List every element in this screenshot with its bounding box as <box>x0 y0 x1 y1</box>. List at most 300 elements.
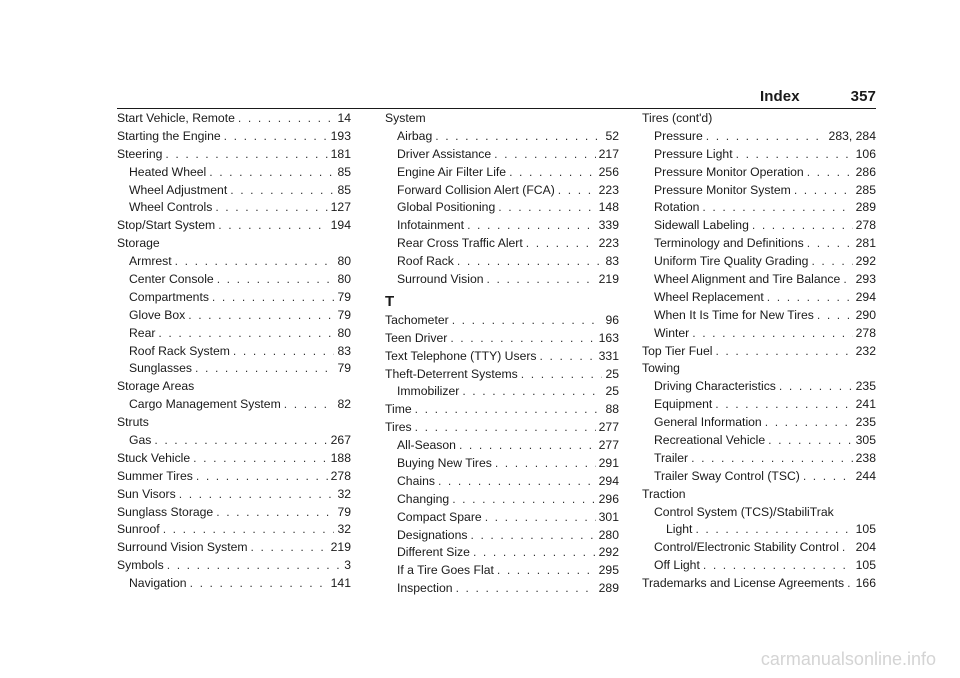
entry-page-number: 79 <box>337 504 351 519</box>
entry-page-number: 223 <box>598 236 619 251</box>
index-entry <box>117 217 351 235</box>
index-entry <box>642 414 876 432</box>
dot-leader <box>521 366 603 384</box>
entry-label: Tires (cont'd) <box>642 111 713 125</box>
dot-leader <box>779 378 853 396</box>
index-entry <box>117 146 351 164</box>
page-header <box>760 86 876 106</box>
entry-page-number: 25 <box>605 384 619 399</box>
index-entry <box>642 343 876 361</box>
entry-page-number: 331 <box>598 348 619 363</box>
dot-leader <box>807 164 853 182</box>
dot-leader <box>415 401 603 419</box>
dot-leader <box>485 509 596 527</box>
dot-leader <box>706 128 826 146</box>
entry-label: Chains <box>397 473 435 488</box>
entry-label: Heated Wheel <box>129 164 207 179</box>
index-group-heading <box>642 110 876 128</box>
entry-page-number: 79 <box>337 361 351 376</box>
dot-leader <box>196 468 328 486</box>
entry-page-number: 301 <box>598 509 619 524</box>
entry-page-number: 292 <box>855 254 876 269</box>
index-entry <box>385 146 619 164</box>
entry-page-number: 256 <box>598 164 619 179</box>
entry-label: Off Light <box>654 558 700 573</box>
index-entry <box>385 437 619 455</box>
entry-page-number: 188 <box>330 450 351 465</box>
entry-page-number: 82 <box>337 397 351 412</box>
index-entry <box>385 509 619 527</box>
index-entry <box>385 473 619 491</box>
entry-label: Global Positioning <box>397 200 496 215</box>
entry-page-number: 83 <box>337 343 351 358</box>
index-entry <box>642 253 876 271</box>
entry-page-number: 219 <box>598 272 619 287</box>
entry-label: When It Is Time for New Tires <box>654 307 814 322</box>
entry-label: Engine Air Filter Life <box>397 164 507 179</box>
entry-label: Forward Collision Alert (FCA) <box>397 182 555 197</box>
dot-leader <box>167 557 341 575</box>
index-entry <box>117 343 351 361</box>
index-entry <box>642 199 876 217</box>
entry-page-number: 286 <box>855 164 876 179</box>
entry-label: Recreational Vehicle <box>654 433 766 448</box>
entry-page-number: 194 <box>330 218 351 233</box>
entry-page-number: 127 <box>330 200 351 215</box>
entry-page-number: 244 <box>855 468 876 483</box>
entry-page-number: 106 <box>855 146 876 161</box>
entry-page-number: 285 <box>855 182 876 197</box>
entry-page-number: 166 <box>855 576 876 591</box>
entry-label: Gas <box>129 433 152 448</box>
index-entry <box>117 486 351 504</box>
entry-label: Armrest <box>129 254 172 269</box>
index-entry <box>385 271 619 289</box>
entry-page-number: 80 <box>337 325 351 340</box>
index-column-1 <box>117 110 351 593</box>
entry-label: Rear Cross Traffic Alert <box>397 236 523 251</box>
entry-label: Time <box>385 402 412 417</box>
entry-label: Winter <box>654 325 690 340</box>
entry-label: Teen Driver <box>385 330 448 345</box>
entry-page-number: 278 <box>855 325 876 340</box>
entry-page-number: 278 <box>855 218 876 233</box>
entry-page-number: 32 <box>337 522 351 537</box>
entry-label: Airbag <box>397 128 433 143</box>
dot-leader <box>695 521 852 539</box>
index-group-heading <box>642 486 876 504</box>
entry-label: Wheel Controls <box>129 200 213 215</box>
dot-leader <box>154 432 327 450</box>
dot-leader <box>452 312 603 330</box>
index-entry <box>385 348 619 366</box>
dot-leader <box>158 325 334 343</box>
entry-label: Summer Tires <box>117 468 193 483</box>
index-entry <box>385 562 619 580</box>
index-entry <box>117 110 351 128</box>
entry-page-number: 217 <box>598 146 619 161</box>
entry-page-number: 278 <box>330 468 351 483</box>
entry-page-number: 223 <box>598 182 619 197</box>
index-entry <box>117 182 351 200</box>
entry-label: Text Telephone (TTY) Users <box>385 348 537 363</box>
entry-label: Wheel Alignment and Tire Balance <box>654 272 841 287</box>
entry-label: Center Console <box>129 272 214 287</box>
index-entry <box>117 396 351 414</box>
entry-label: Storage Areas <box>117 379 195 394</box>
entry-label: Starting the Engine <box>117 128 221 143</box>
index-entry <box>642 575 876 593</box>
dot-leader <box>691 450 853 468</box>
dot-leader <box>438 473 596 491</box>
dot-leader <box>163 521 335 539</box>
dot-leader <box>703 557 853 575</box>
dot-leader <box>415 419 596 437</box>
dot-leader <box>224 128 328 146</box>
entry-label: Different Size <box>397 545 470 560</box>
entry-label: Uniform Tire Quality Grading <box>654 254 809 269</box>
entry-label: Roof Rack System <box>129 343 230 358</box>
entry-page-number: 204 <box>855 540 876 555</box>
entry-label: System <box>385 111 426 125</box>
index-entry <box>385 312 619 330</box>
entry-label: Compartments <box>129 289 209 304</box>
index-entry <box>385 580 619 598</box>
dot-leader <box>692 325 852 343</box>
entry-page-number: 163 <box>598 330 619 345</box>
entry-label: All-Season <box>397 438 456 453</box>
entry-label: Driving Characteristics <box>654 379 776 394</box>
entry-page-number: 83 <box>605 254 619 269</box>
dot-leader <box>765 414 853 432</box>
entry-label: Rotation <box>654 200 700 215</box>
dot-leader <box>540 348 596 366</box>
entry-page-number: 25 <box>605 366 619 381</box>
entry-page-number: 280 <box>598 527 619 542</box>
entry-label: Trademarks and License Agreements <box>642 576 845 591</box>
dot-leader <box>188 307 334 325</box>
index-entry <box>642 325 876 343</box>
index-group-heading <box>642 360 876 378</box>
dot-leader <box>715 396 852 414</box>
index-entry <box>385 544 619 562</box>
entry-page-number: 85 <box>337 182 351 197</box>
entry-page-number: 80 <box>337 254 351 269</box>
index-entry <box>117 432 351 450</box>
entry-page-number: 241 <box>855 397 876 412</box>
dot-leader <box>218 217 327 235</box>
index-entry <box>385 235 619 253</box>
index-entry <box>642 164 876 182</box>
entry-label: Driver Assistance <box>397 146 492 161</box>
index-entry <box>117 521 351 539</box>
index-entry <box>385 383 619 401</box>
index-entry <box>642 307 876 325</box>
entry-label: Pressure Monitor Operation <box>654 164 804 179</box>
dot-leader <box>179 486 335 504</box>
entry-label: Theft-Deterrent Systems <box>385 366 518 381</box>
entry-page-number: 294 <box>855 289 876 304</box>
index-entry <box>642 271 876 289</box>
index-entry <box>642 468 876 486</box>
entry-label: Sidewall Labeling <box>654 218 749 233</box>
index-group-heading <box>642 504 876 522</box>
index-group-heading <box>117 378 351 396</box>
entry-page-number: 3 <box>344 558 351 573</box>
entry-label: Trailer Sway Control (TSC) <box>654 468 800 483</box>
dot-leader <box>767 289 853 307</box>
index-entry <box>642 432 876 450</box>
dot-leader <box>487 271 596 289</box>
entry-page-number: 235 <box>855 379 876 394</box>
index-entry <box>385 527 619 545</box>
dot-leader <box>467 217 596 235</box>
index-entry <box>385 217 619 235</box>
entry-page-number: 79 <box>337 307 351 322</box>
index-entry <box>385 419 619 437</box>
index-entry <box>117 271 351 289</box>
index-entry <box>642 539 876 557</box>
dot-leader <box>794 182 853 200</box>
index-entry <box>642 378 876 396</box>
entry-label: Buying New Tires <box>397 456 492 471</box>
entry-page-number: 289 <box>855 200 876 215</box>
index-entry <box>642 182 876 200</box>
entry-label: Compact Spare <box>397 509 482 524</box>
index-entry <box>117 289 351 307</box>
index-entry <box>642 235 876 253</box>
dot-leader <box>216 504 334 522</box>
entry-label: Wheel Replacement <box>654 289 764 304</box>
entry-page-number: 281 <box>855 236 876 251</box>
entry-label: If a Tire Goes Flat <box>397 563 494 578</box>
entry-page-number: 32 <box>337 486 351 501</box>
index-entry <box>117 307 351 325</box>
entry-page-number: 85 <box>337 164 351 179</box>
entry-label: Steering <box>117 146 163 161</box>
entry-label: Top Tier Fuel <box>642 343 713 358</box>
entry-label: Tachometer <box>385 312 449 327</box>
watermark: carmanualsonline.info <box>760 649 936 669</box>
entry-label: Light <box>666 522 693 537</box>
entry-page-number: 277 <box>598 420 619 435</box>
dot-leader <box>715 343 852 361</box>
entry-page-number: 80 <box>337 272 351 287</box>
dot-leader <box>215 199 327 217</box>
entry-label: Trailer <box>654 450 689 465</box>
entry-page-number: 291 <box>598 456 619 471</box>
entry-page-number: 105 <box>855 558 876 573</box>
dot-leader <box>736 146 853 164</box>
dot-leader <box>450 330 595 348</box>
dot-leader <box>193 450 327 468</box>
entry-page-number: 88 <box>605 402 619 417</box>
entry-label: Sunroof <box>117 522 160 537</box>
index-entry <box>385 253 619 271</box>
index-entry <box>117 199 351 217</box>
index-entry <box>117 450 351 468</box>
index-entry <box>385 182 619 200</box>
dot-leader <box>473 544 596 562</box>
index-entry <box>642 557 876 575</box>
entry-page-number: 292 <box>598 545 619 560</box>
header-rule <box>117 108 876 109</box>
index-entry <box>385 455 619 473</box>
dot-leader <box>209 164 334 182</box>
dot-leader <box>803 468 853 486</box>
index-entry <box>117 504 351 522</box>
entry-label: Inspection <box>397 581 453 596</box>
index-entry <box>642 396 876 414</box>
entry-label: Stuck Vehicle <box>117 450 191 465</box>
index-entry <box>385 330 619 348</box>
entry-label: Wheel Adjustment <box>129 182 228 197</box>
entry-page-number: 235 <box>855 415 876 430</box>
index-group-heading <box>117 414 351 432</box>
entry-label: Storage <box>117 236 160 251</box>
index-entry <box>117 253 351 271</box>
entry-label: Navigation <box>129 576 187 591</box>
entry-label: Pressure <box>654 128 703 143</box>
entry-label: Surround Vision System <box>117 540 248 555</box>
entry-label: Control System (TCS)/StabiliTrak <box>654 504 834 519</box>
dot-leader <box>175 253 335 271</box>
entry-label: Sun Visors <box>117 486 176 501</box>
entry-label: Pressure Monitor System <box>654 182 791 197</box>
dot-leader <box>847 575 853 593</box>
dot-leader <box>165 146 327 164</box>
index-entry <box>117 557 351 575</box>
dot-leader <box>807 235 853 253</box>
dot-leader <box>212 289 335 307</box>
entry-label: Immobilizer <box>397 384 460 399</box>
index-entry <box>642 146 876 164</box>
dot-leader <box>284 396 335 414</box>
dot-leader <box>238 110 335 128</box>
dot-leader <box>817 307 853 325</box>
dot-leader <box>470 527 595 545</box>
index-group-heading <box>385 110 619 128</box>
entry-page-number: 289 <box>598 581 619 596</box>
index-entry <box>642 289 876 307</box>
index-entry <box>385 164 619 182</box>
index-entry <box>385 491 619 509</box>
dot-leader <box>509 164 596 182</box>
index-entry <box>117 325 351 343</box>
index-group-heading <box>117 235 351 253</box>
dot-leader <box>251 539 328 557</box>
entry-label: Pressure Light <box>654 146 733 161</box>
index-entry <box>642 521 876 539</box>
entry-label: Infotainment <box>397 218 465 233</box>
dot-leader <box>217 271 335 289</box>
entry-page-number: 52 <box>605 128 619 143</box>
index-entry <box>385 401 619 419</box>
entry-page-number: 339 <box>598 218 619 233</box>
index-entry <box>642 450 876 468</box>
index-entry <box>642 217 876 235</box>
index-column-2 <box>385 110 619 598</box>
dot-leader <box>497 562 596 580</box>
dot-leader <box>495 455 596 473</box>
entry-label: Equipment <box>654 397 713 412</box>
entry-page-number: 283, 284 <box>828 128 876 143</box>
index-entry <box>642 128 876 146</box>
entry-label: Stop/Start System <box>117 218 216 233</box>
index-entry <box>385 199 619 217</box>
entry-page-number: 296 <box>598 491 619 506</box>
entry-page-number: 294 <box>598 473 619 488</box>
entry-page-number: 141 <box>330 576 351 591</box>
dot-leader <box>457 253 603 271</box>
index-entry <box>117 164 351 182</box>
dot-leader <box>843 271 852 289</box>
entry-label: Control/Electronic Stability Control <box>654 540 839 555</box>
dot-leader <box>752 217 853 235</box>
entry-page-number: 232 <box>855 343 876 358</box>
entry-page-number: 277 <box>598 438 619 453</box>
entry-page-number: 193 <box>330 128 351 143</box>
dot-leader <box>230 182 334 200</box>
dot-leader <box>842 539 853 557</box>
entry-label: Roof Rack <box>397 254 454 269</box>
entry-page-number: 305 <box>855 433 876 448</box>
entry-label: General Information <box>654 415 762 430</box>
entry-page-number: 293 <box>855 272 876 287</box>
index-column-3 <box>642 110 876 593</box>
dot-leader <box>811 253 852 271</box>
entry-page-number: 148 <box>598 200 619 215</box>
dot-leader <box>452 491 595 509</box>
dot-leader <box>195 360 334 378</box>
entry-label: Towing <box>642 361 680 376</box>
dot-leader <box>558 182 596 200</box>
entry-label: Struts <box>117 415 149 430</box>
entry-page-number: 267 <box>330 433 351 448</box>
dot-leader <box>435 128 602 146</box>
index-entry <box>117 575 351 593</box>
entry-page-number: 79 <box>337 289 351 304</box>
entry-page-number: 14 <box>337 111 351 125</box>
entry-label: Terminology and Definitions <box>654 236 804 251</box>
entry-label: Sunglass Storage <box>117 504 214 519</box>
entry-page-number: 105 <box>855 522 876 537</box>
dot-leader <box>462 383 602 401</box>
entry-label: Traction <box>642 486 686 501</box>
dot-leader <box>233 343 335 361</box>
index-entry <box>117 468 351 486</box>
entry-label: Glove Box <box>129 307 186 322</box>
entry-page-number: 238 <box>855 450 876 465</box>
entry-label: Sunglasses <box>129 361 193 376</box>
dot-leader <box>702 199 852 217</box>
index-entry <box>117 128 351 146</box>
entry-page-number: 219 <box>330 540 351 555</box>
entry-label: Designations <box>397 527 468 542</box>
entry-label: Tires <box>385 420 412 435</box>
entry-page-number: 181 <box>330 146 351 161</box>
dot-leader <box>456 580 596 598</box>
dot-leader <box>494 146 596 164</box>
dot-leader <box>459 437 596 455</box>
section-title: Index <box>760 87 800 105</box>
entry-page-number: 295 <box>598 563 619 578</box>
entry-label: Cargo Management System <box>129 397 281 412</box>
entry-label: Changing <box>397 491 450 506</box>
index-entry <box>385 366 619 384</box>
page-number: 357 <box>850 87 876 105</box>
entry-label: Rear <box>129 325 156 340</box>
